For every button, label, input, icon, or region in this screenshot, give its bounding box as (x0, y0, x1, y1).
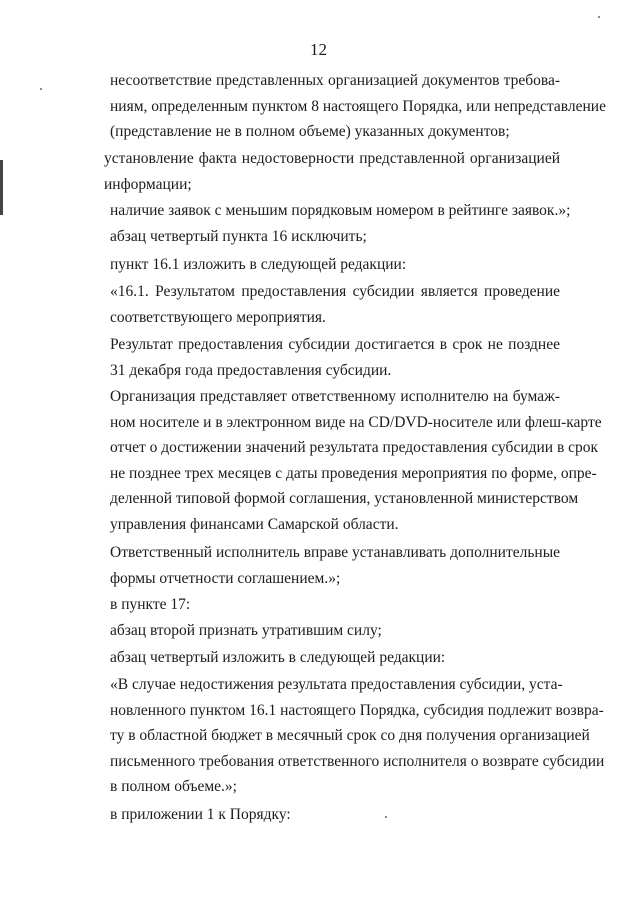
text-line: «16.1. Результатом предоставления субсидии является проведение (110, 283, 560, 300)
paragraph-deadline (70, 332, 560, 383)
text-line: ту в областной бюджет в месячный срок со дня получения организацией (110, 727, 590, 744)
text-line: деленной типовой формой соглашения, установленной министерством (110, 490, 579, 507)
text-line: Организация представляет ответственному исполнителю на бумаж- (110, 388, 560, 405)
text-line: соответствующего мероприятия. (110, 308, 326, 326)
paragraph-additional-forms (70, 540, 560, 591)
text-line: Ответственный исполнитель вправе устанавливать дополнительные (110, 544, 560, 561)
text-line: формы отчетности соглашением.»; (110, 569, 341, 587)
paragraph-lower-rank-applications: наличие заявок с меньшим порядковым номером в рейтинге заявок.»; (110, 202, 571, 219)
text-line: в полном объеме.»; (110, 778, 237, 795)
text-line: не позднее трех месяцев с даты проведения мероприятия по форме, опре- (110, 464, 597, 482)
paragraph-fourth-revision: абзац четвертый изложить в следующей редакции: (110, 649, 446, 666)
text-line: Результат предоставления субсидии достигается в срок не позднее (110, 336, 560, 353)
text-line: установление факта недостоверности представленной организацией (104, 150, 560, 167)
scan-edge-mark (0, 160, 3, 215)
text-line: ниям, определенным пунктом 8 настоящего Порядка, или непредставление (110, 97, 606, 115)
paragraph-nonconformity (70, 68, 606, 145)
text-line: новленного пунктом 16.1 настоящего Порядка, субсидия подлежит возвра- (110, 701, 604, 719)
paragraph-report (70, 384, 602, 537)
text-line: 31 декабря года предоставления субсидии. (110, 361, 392, 379)
text-line: письменного требования ответственного исполнителя о возврате субсидии (110, 752, 605, 770)
text-line: (представление не в полном объеме) указанных документов; (110, 123, 510, 140)
paragraph-in-clause-17: в пункте 17: (110, 596, 191, 613)
paragraph-exclude-16: абзац четвертый пункта 16 исключить; (110, 228, 367, 245)
text-line: несоответствие представленных организацией документов требова- (110, 72, 560, 89)
scan-speck (598, 16, 600, 18)
paragraph-appendix-1: в приложении 1 к Порядку: (110, 806, 291, 823)
paragraph-false-information (70, 146, 560, 197)
text-line: ном носителе и в электронном виде на CD/DVD-носителе или флеш-карте (110, 413, 602, 431)
paragraph-16-1-result (70, 279, 560, 330)
text-line: «В случае недостижения результата предоставления субсидии, уста- (110, 676, 563, 693)
text-line: управления финансами Самарской области. (110, 515, 399, 533)
paragraph-refund (70, 672, 605, 800)
paragraph-16-1-revision: пункт 16.1 изложить в следующей редакции: (110, 256, 407, 273)
text-line: отчет о достижении значений результата предоставления субсидии в срок (110, 439, 599, 456)
paragraph-repeal-second: абзац второй признать утратившим силу; (110, 622, 382, 639)
text-line: информации; (104, 175, 192, 193)
scan-speck (385, 816, 387, 818)
scan-speck (40, 88, 42, 90)
page-number: 12 (310, 40, 327, 59)
